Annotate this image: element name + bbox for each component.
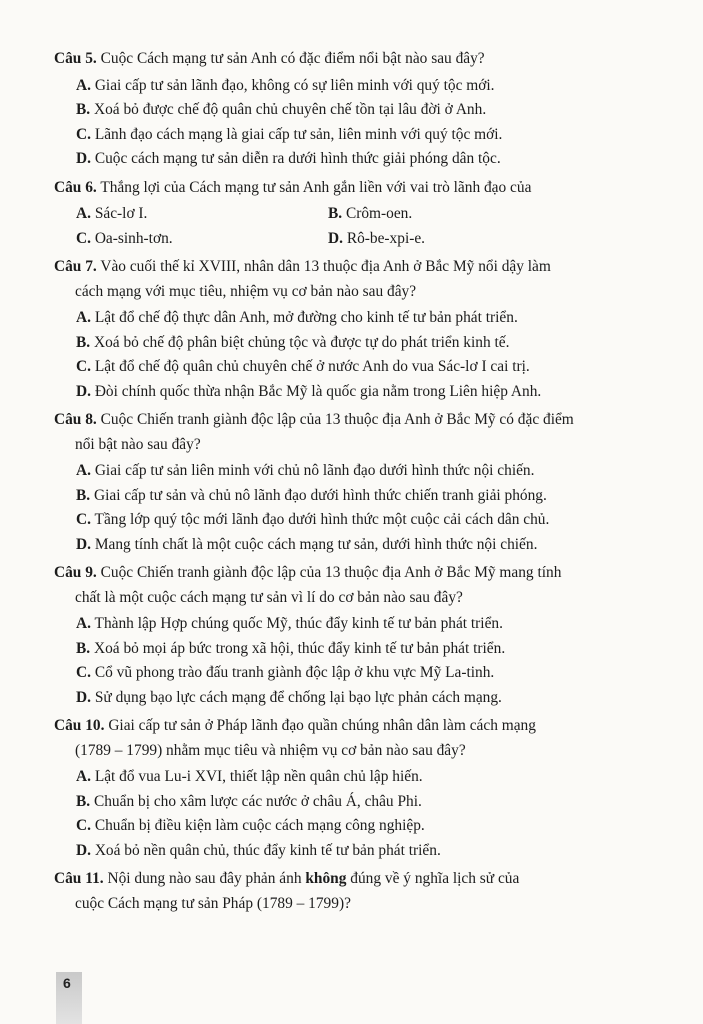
question-text-continued: chất là một cuộc cách mạng tư sản vì lí do cơ bản nào sau đây? xyxy=(75,588,463,606)
question-number: Câu 5. xyxy=(54,50,97,67)
option-letter: D. xyxy=(328,229,343,247)
question-text: Vào cuối thế kỉ XVIII, nhân dân 13 thuộc địa Anh ở Bắc Mỹ nổi dậy làm xyxy=(96,258,551,275)
options-8 xyxy=(54,459,666,557)
option-letter: B. xyxy=(76,792,91,810)
option-d xyxy=(328,227,580,252)
question-number: Câu 7. xyxy=(54,258,97,275)
question-text: Giai cấp tư sản ở Pháp lãnh đạo quần chúng nhân dân làm cách mạng xyxy=(104,717,536,734)
option-text: Xoá bỏ nền quân chủ, thúc đẩy kinh tế tư bản phát triển. xyxy=(90,841,441,859)
option-text: Cổ vũ phong trào đấu tranh giành độc lập ở khu vực Mỹ La-tinh. xyxy=(90,664,495,681)
option-text: Đòi chính quốc thừa nhận Bắc Mỹ là quốc gia nằm trong Liên hiệp Anh. xyxy=(90,382,542,400)
option-letter: C. xyxy=(76,511,91,528)
question-9 xyxy=(54,561,666,610)
option-a xyxy=(76,765,666,790)
question-text: Cuộc Chiến tranh giành độc lập của 13 thuộc địa Anh ở Bắc Mỹ có đặc điểm xyxy=(96,411,574,428)
question-8 xyxy=(54,408,666,457)
option-text: Giai cấp tư sản và chủ nô lãnh đạo dưới hình thức chiến tranh giải phóng. xyxy=(90,486,547,504)
option-letter: A. xyxy=(76,615,91,632)
option-text: Sử dụng bạo lực cách mạng để chống lại bạo lực phản cách mạng. xyxy=(90,688,502,706)
option-d xyxy=(76,533,666,558)
option-letter: D. xyxy=(76,535,91,553)
option-c xyxy=(76,123,666,148)
question-text-continued: nổi bật nào sau đây? xyxy=(75,435,201,453)
option-letter: B. xyxy=(76,333,91,351)
option-c xyxy=(76,508,666,533)
question-text: Cuộc Cách mạng tư sản Anh có đặc điểm nổi bật nào sau đây? xyxy=(96,50,485,67)
option-text: Lật đổ vua Lu-i XVI, thiết lập nền quân chủ lập hiến. xyxy=(90,768,423,785)
option-a xyxy=(76,74,666,99)
option-b xyxy=(76,331,666,356)
options-7 xyxy=(54,306,666,404)
option-c xyxy=(76,661,666,686)
option-a xyxy=(76,459,666,484)
option-b xyxy=(76,790,666,815)
question-number: Câu 10. xyxy=(54,717,105,734)
option-letter: D. xyxy=(76,841,91,859)
option-letter: C. xyxy=(76,664,91,681)
option-text: Cuộc cách mạng tư sản diễn ra dưới hình thức giải phóng dân tộc. xyxy=(90,150,501,167)
option-text: Crôm-oen. xyxy=(342,205,413,222)
question-text: Thắng lợi của Cách mạng tư sản Anh gắn liền với vai trò lãnh đạo của xyxy=(96,178,532,196)
document-page xyxy=(54,47,666,918)
option-d xyxy=(76,686,666,711)
option-a xyxy=(76,306,666,331)
option-letter: C. xyxy=(76,229,91,247)
option-text: Thành lập Hợp chúng quốc Mỹ, thúc đẩy kinh tế tư bản phát triển. xyxy=(90,615,503,632)
option-letter: B. xyxy=(76,101,91,118)
question-text-continued: (1789 – 1799) nhằm mục tiêu và nhiệm vụ cơ bản nào sau đây? xyxy=(75,741,466,759)
option-letter: C. xyxy=(76,358,91,375)
option-text: Lãnh đạo cách mạng là giai cấp tư sản, liên minh với quý tộc mới. xyxy=(90,125,503,143)
option-letter: D. xyxy=(76,150,91,167)
option-letter: A. xyxy=(76,205,91,222)
question-number: Câu 6. xyxy=(54,178,97,196)
option-letter: C. xyxy=(76,125,91,143)
question-text-continued: cuộc Cách mạng tư sản Pháp (1789 – 1799)? xyxy=(75,894,351,912)
page-number: 6 xyxy=(63,975,71,991)
option-c xyxy=(76,227,328,252)
question-text-continued: cách mạng với mục tiêu, nhiệm vụ cơ bản nào sau đây? xyxy=(75,282,417,300)
option-letter: D. xyxy=(76,688,91,706)
option-text: Lật đổ chế độ thực dân Anh, mở đường cho kinh tế tư bản phát triển. xyxy=(90,309,518,326)
option-letter: A. xyxy=(76,462,91,479)
option-text: Lật đổ chế độ quân chủ chuyên chế ở nước Anh do vua Sác-lơ I cai trị. xyxy=(90,358,530,375)
question-number: Câu 8. xyxy=(54,411,97,428)
options-9 xyxy=(54,612,666,710)
option-text: Rô-be-xpi-e. xyxy=(342,229,426,247)
option-letter: A. xyxy=(76,76,91,94)
option-b xyxy=(76,637,666,662)
option-c xyxy=(76,355,666,380)
option-text: Giai cấp tư sản lãnh đạo, không có sự liên minh với quý tộc mới. xyxy=(90,76,495,94)
question-number: Câu 11. xyxy=(54,870,104,887)
option-text: Xoá bỏ được chế độ quân chủ chuyên chế tồn tại lâu đời ở Anh. xyxy=(90,101,487,118)
option-text: Xoá bỏ mọi áp bức trong xã hội, thúc đẩy kinh tế tư bản phát triển. xyxy=(90,639,506,657)
option-text: Mang tính chất là một cuộc cách mạng tư sản, dưới hình thức nội chiến. xyxy=(90,535,538,553)
option-text: Giai cấp tư sản liên minh với chủ nô lãnh đạo dưới hình thức nội chiến. xyxy=(90,462,535,479)
question-5 xyxy=(54,47,666,72)
question-7 xyxy=(54,255,666,304)
option-a xyxy=(76,612,666,637)
options-5 xyxy=(54,74,666,172)
option-row xyxy=(76,202,666,227)
option-letter: B. xyxy=(76,639,91,657)
question-10 xyxy=(54,714,666,763)
option-text: Chuẩn bị cho xâm lược các nước ở châu Á, châu Phi. xyxy=(90,792,422,810)
question-text-emphasis: không xyxy=(305,870,347,887)
option-text: Chuẩn bị điều kiện làm cuộc cách mạng công nghiệp. xyxy=(90,817,425,834)
option-letter: A. xyxy=(76,309,91,326)
option-letter: B. xyxy=(328,205,343,222)
question-6 xyxy=(54,176,666,201)
option-b xyxy=(76,98,666,123)
option-d xyxy=(76,380,666,405)
option-d xyxy=(76,147,666,172)
option-letter: D. xyxy=(76,382,91,400)
option-text: Xoá bỏ chế độ phân biệt chủng tộc và được tự do phát triển kinh tế. xyxy=(90,333,510,351)
question-text: Nội dung nào sau đây phản ánh xyxy=(103,870,306,887)
option-letter: B. xyxy=(76,486,91,504)
option-text: Oa-sinh-tơn. xyxy=(90,229,173,247)
option-row xyxy=(76,227,666,252)
option-letter: A. xyxy=(76,768,91,785)
option-d xyxy=(76,839,666,864)
question-text: đúng về ý nghĩa lịch sử của xyxy=(346,870,520,887)
question-text: Cuộc Chiến tranh giành độc lập của 13 thuộc địa Anh ở Bắc Mỹ mang tính xyxy=(96,564,562,581)
option-c xyxy=(76,814,666,839)
options-10 xyxy=(54,765,666,863)
question-number: Câu 9. xyxy=(54,564,97,581)
options-6 xyxy=(54,202,666,251)
option-a xyxy=(76,202,328,227)
option-text: Tầng lớp quý tộc mới lãnh đạo dưới hình thức một cuộc cải cách dân chủ. xyxy=(90,511,550,528)
option-b xyxy=(76,484,666,509)
option-text: Sác-lơ I. xyxy=(90,205,148,222)
option-letter: C. xyxy=(76,817,91,834)
question-11 xyxy=(54,867,666,916)
option-b xyxy=(328,202,580,227)
